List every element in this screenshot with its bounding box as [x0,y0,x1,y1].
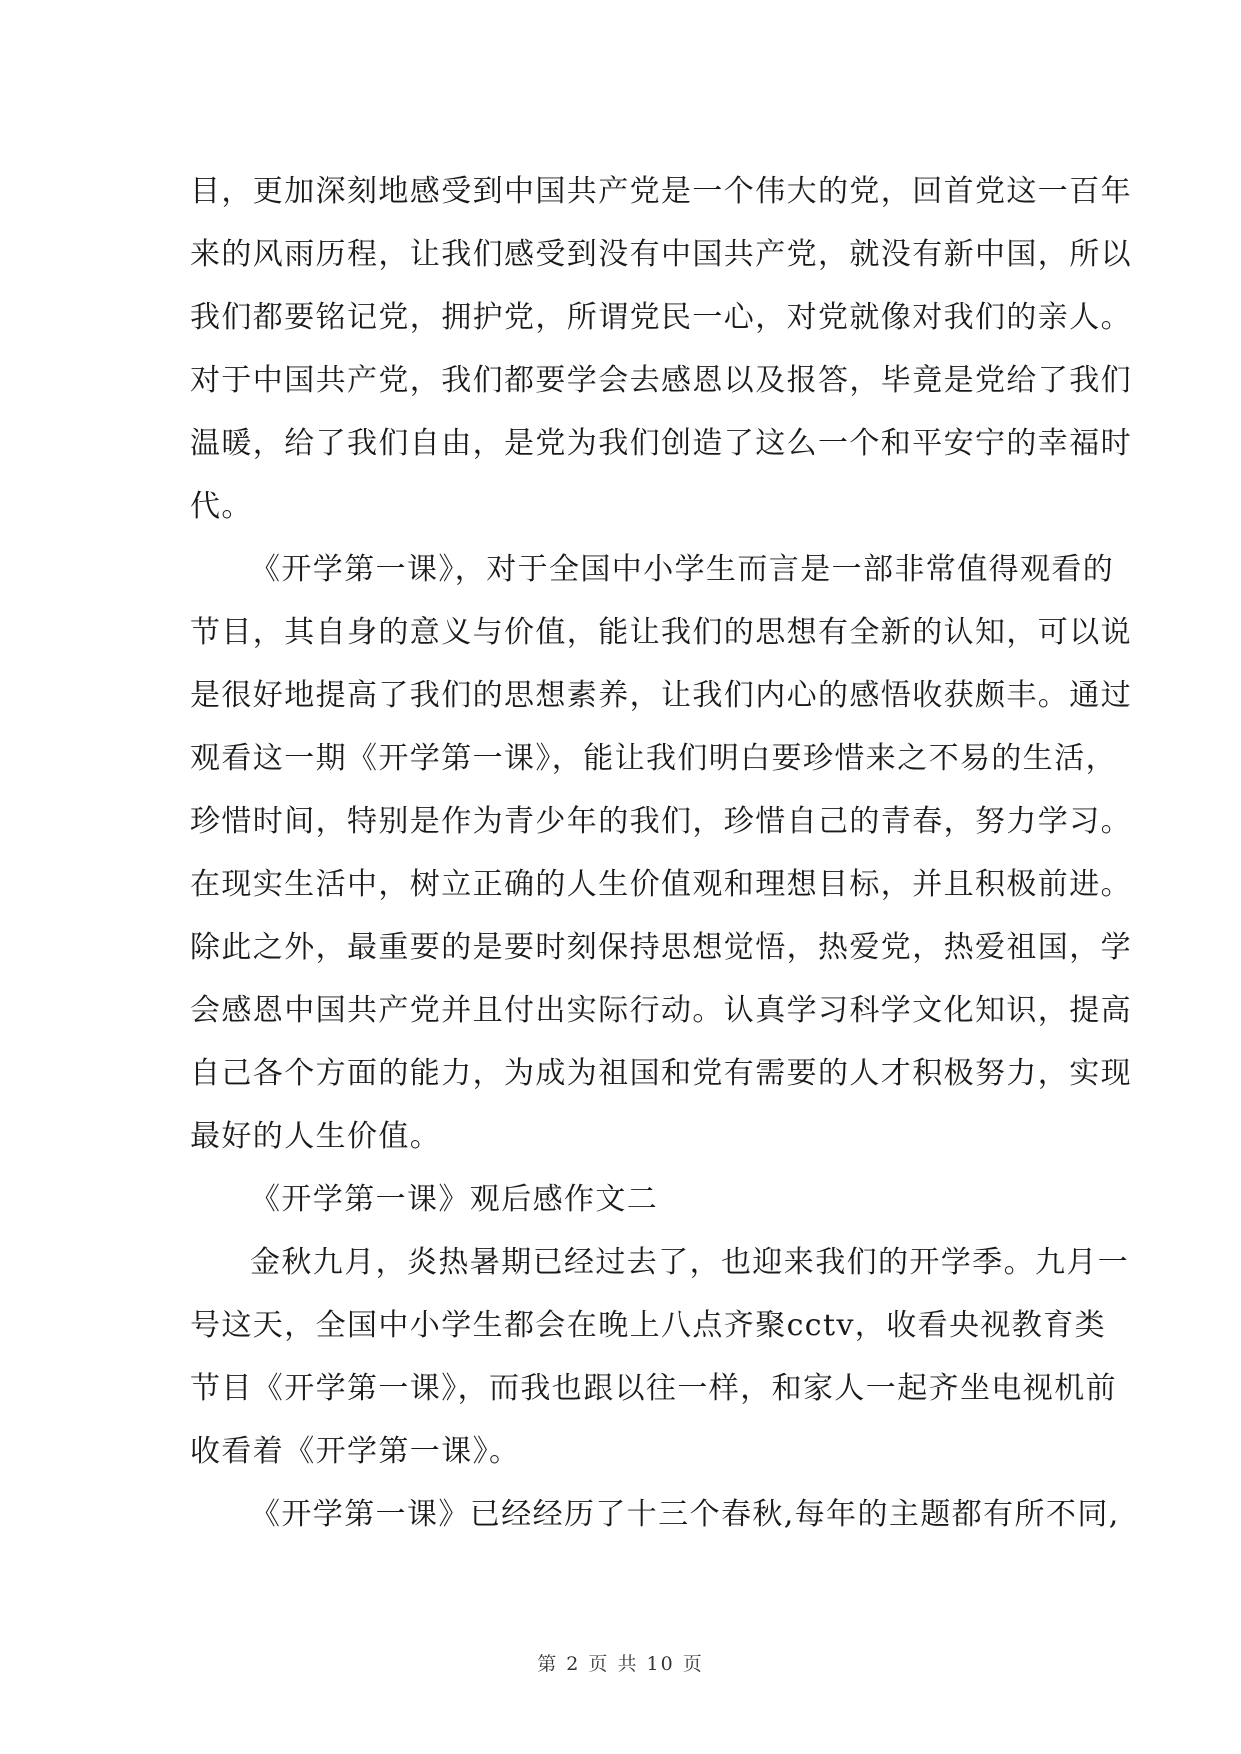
paragraph-4 [190,1483,1120,1546]
text-line: 珍惜时间，特别是作为青少年的我们，珍惜自己的青春，努力学习。 [190,804,1132,839]
text-line: 节目，其自身的意义与价值，能让我们的思想有全新的认知，可以说 [190,615,1132,650]
text-line: 目，更加深刻地感受到中国共产党是一个伟大的党，回首党这一百年 [190,174,1132,209]
text-line: 收看着《开学第一课》。 [190,1434,521,1469]
text-line: 温暖，给了我们自由，是党为我们创造了这么一个和平安宁的幸福时 [190,426,1132,461]
text-line: 观看这一期《开学第一课》，能让我们明白要珍惜来之不易的生活， [190,741,1117,776]
text-line: 节目《开学第一课》，而我也跟以往一样，和家人一起齐坐电视机前 [190,1371,1117,1406]
text-line: 最好的人生价值。 [190,1119,442,1154]
text-line: 会感恩中国共产党并且付出实际行动。认真学习科学文化知识，提高 [190,993,1132,1028]
text-line: 除此之外，最重要的是要时刻保持思想觉悟，热爱党，热爱祖国，学 [190,930,1132,965]
text-line: 代。 [190,489,253,524]
page-number-label: 第 2 页 共 10 页 [537,1653,704,1675]
paragraph-3 [190,1231,1130,1483]
text-line: 我们都要铭记党，拥护党，所谓党民一心，对党就像对我们的亲人。 [190,300,1132,335]
text-line: 《开学第一课》，对于全国中小学生而言是一部非常值得观看的 [250,552,1115,587]
page-footer [0,1649,1241,1676]
text-line: 来的风雨历程，让我们感受到没有中国共产党，就没有新中国，所以 [190,237,1132,272]
text-line: 自己各个方面的能力，为成为祖国和党有需要的人才积极努力，实现 [190,1056,1132,1091]
text-line: 在现实生活中，树立正确的人生价值观和理想目标，并且积极前进。 [190,867,1132,902]
section-heading-text: 《开学第一课》观后感作文二 [250,1182,659,1217]
text-line: 对于中国共产党，我们都要学会去感恩以及报答，毕竟是党给了我们 [190,363,1132,398]
paragraph-2 [190,538,1132,1168]
text-line: 金秋九月，炎热暑期已经过去了，也迎来我们的开学季。九月一 [250,1245,1130,1280]
text-line: 号这天，全国中小学生都会在晚上八点齐聚cctv，收看央视教育类 [190,1308,1107,1343]
paragraph-1-continued [190,160,1132,538]
text-line: 《开学第一课》已经经历了十三个春秋,每年的主题都有所不同, [250,1497,1120,1532]
text-line: 是很好地提高了我们的思想素养，让我们内心的感悟收获颇丰。通过 [190,678,1132,713]
document-body [190,160,1132,1546]
section-heading [190,1168,1050,1231]
